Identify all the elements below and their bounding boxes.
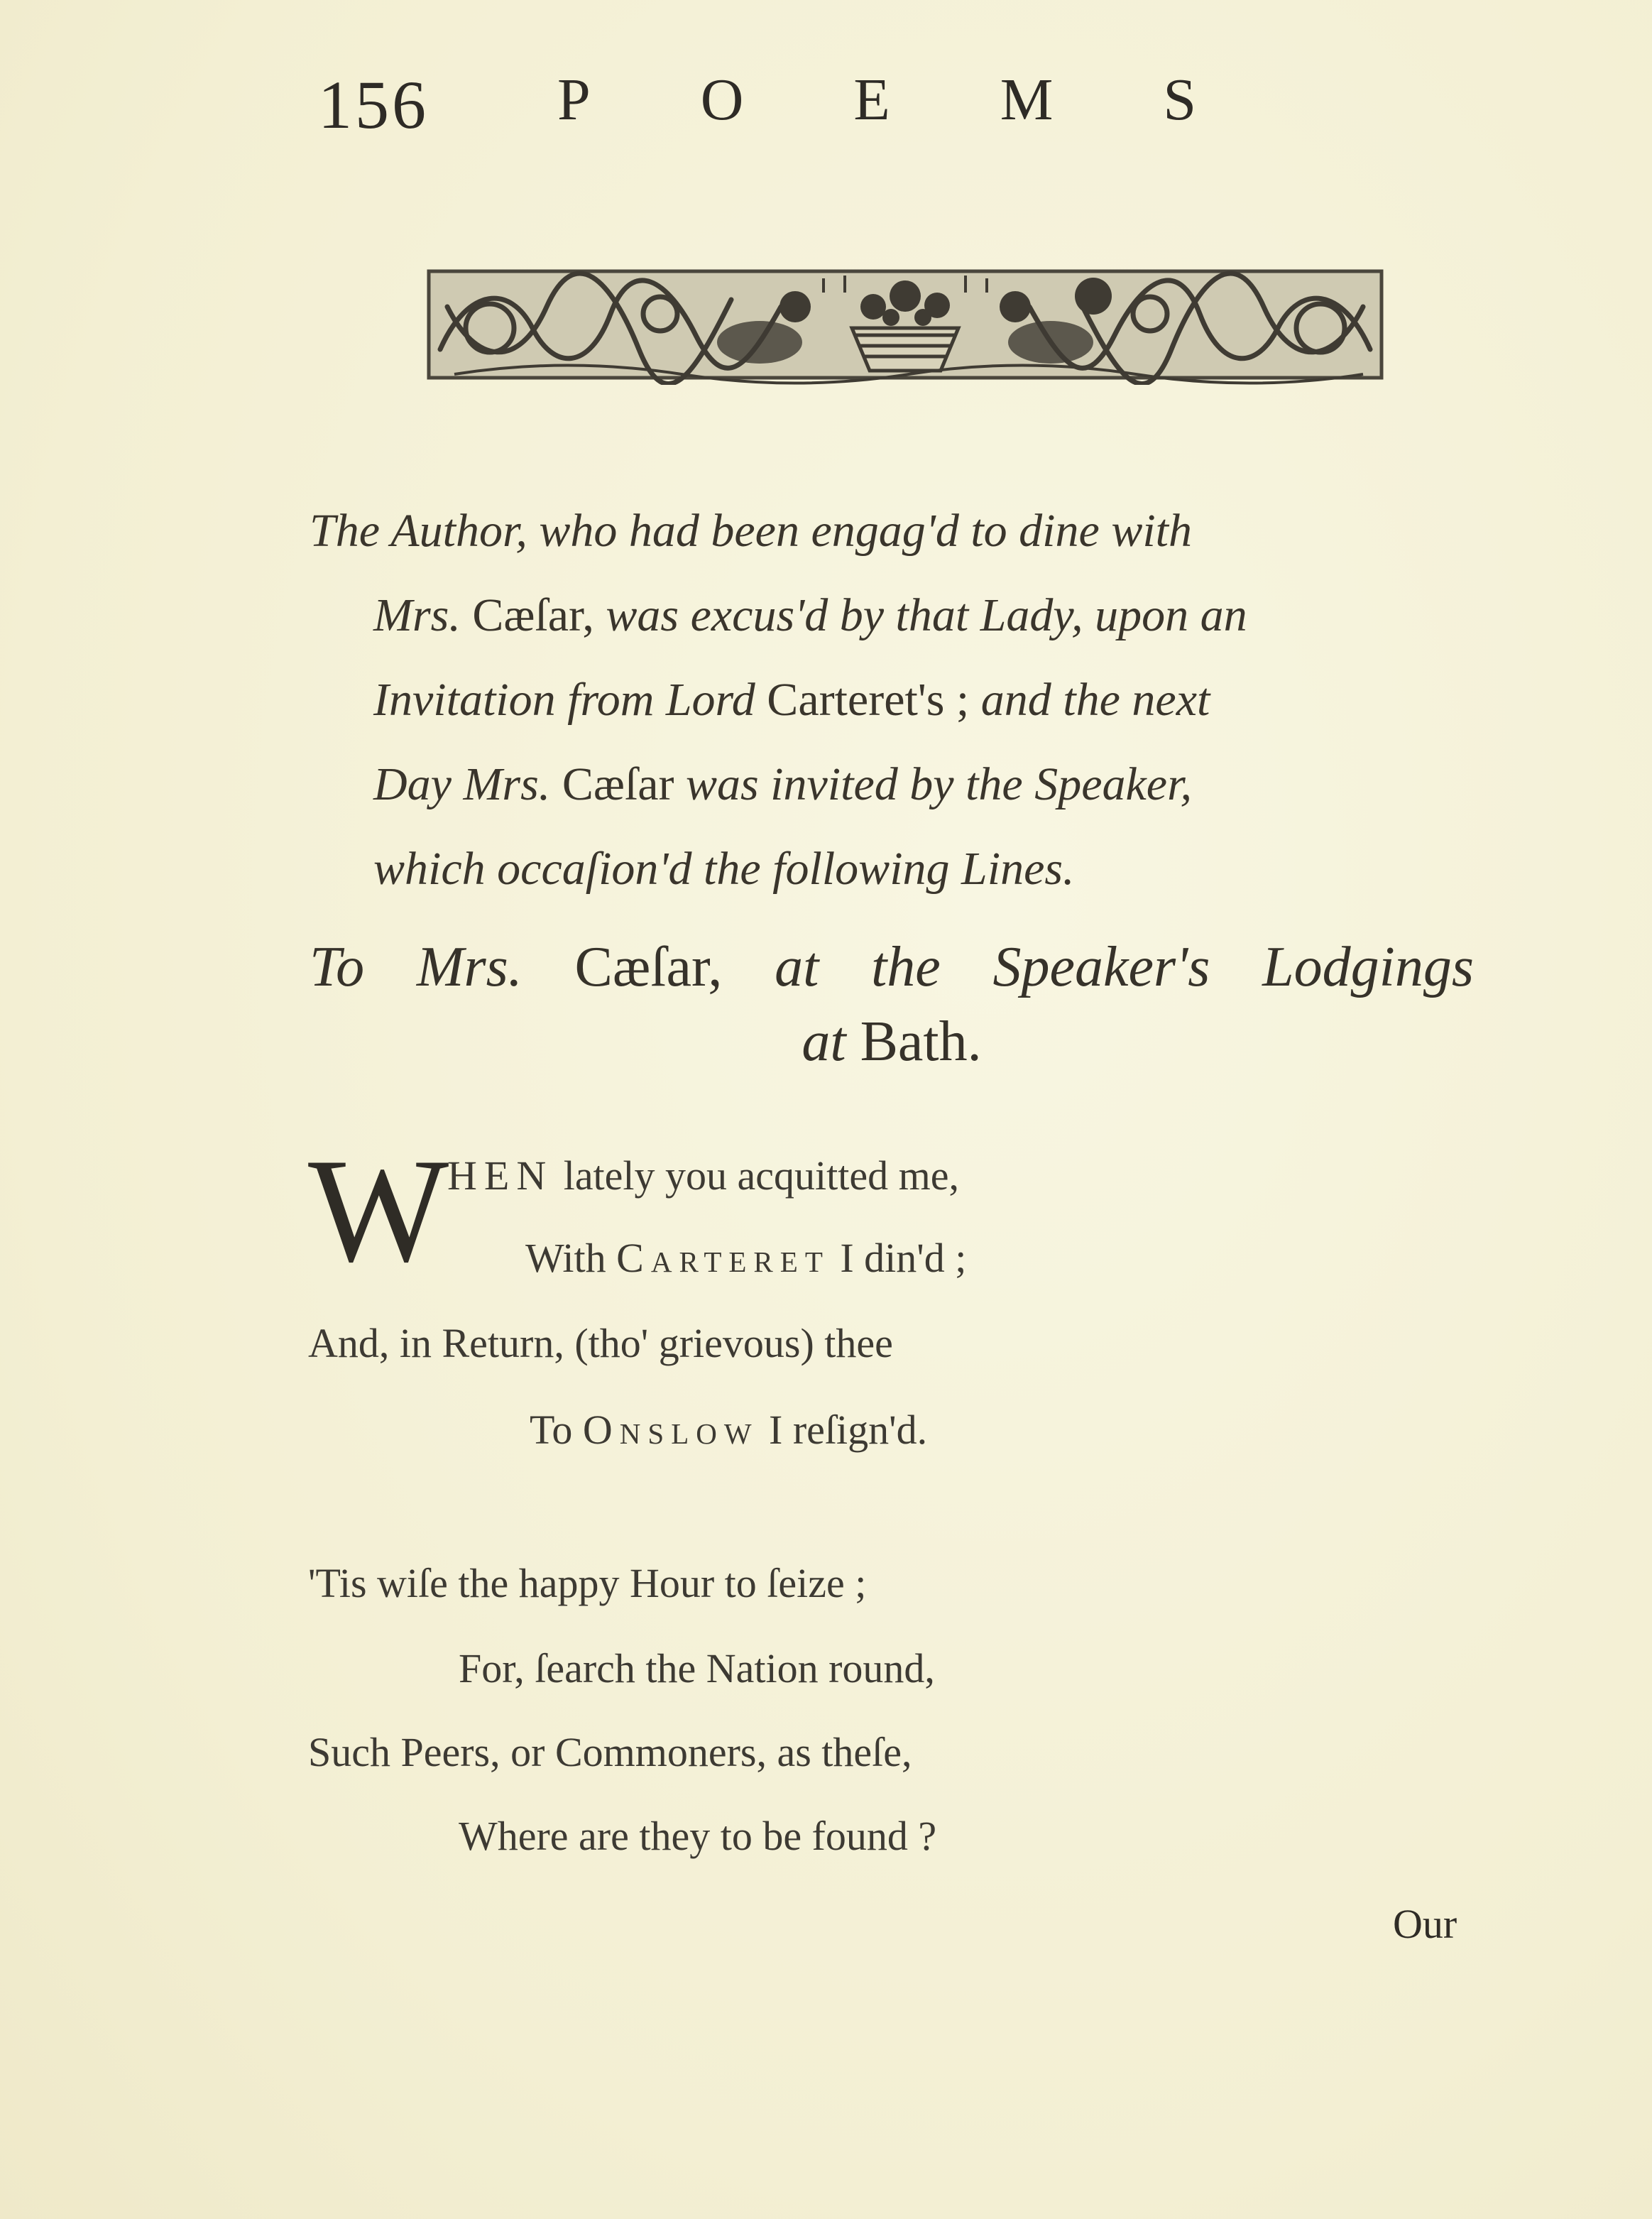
intro-line — [310, 658, 1474, 742]
intro-line — [310, 489, 1474, 573]
verse-text: Where are they to be found ? — [459, 1813, 937, 1859]
poem-title-line — [310, 1005, 1474, 1079]
verse-text: I din'd ; — [829, 1235, 967, 1281]
verse-line — [525, 1234, 966, 1282]
intro-text: Mrs. — [373, 589, 461, 641]
verse-line — [308, 1559, 866, 1607]
drop-capital: W — [308, 1128, 449, 1293]
verse-line — [459, 1812, 936, 1860]
intro-text: and the next — [980, 674, 1210, 726]
intro-text: Day Mrs. — [373, 758, 551, 810]
verse-text: I reſign'd. — [758, 1407, 928, 1453]
intro-text: The Author, who had been engag'd to dine with — [310, 505, 1193, 557]
verse-text: To — [530, 1407, 583, 1453]
verse-line — [459, 1645, 935, 1692]
verse-smallcaps: Carteret — [616, 1235, 830, 1281]
verse-text: And, in Return, (tho' grievous) thee — [308, 1320, 893, 1366]
intro-text: was invited by the Speaker, — [685, 758, 1192, 810]
verse-line — [308, 1319, 893, 1367]
intro-punct: ; — [944, 674, 981, 726]
verse-text: Such Peers, or Commoners, as theſe, — [308, 1729, 912, 1775]
introductory-note — [310, 489, 1474, 911]
verse-smallcaps: Onslow — [582, 1407, 759, 1453]
intro-name: Cæſar — [550, 758, 686, 810]
verse-text: For, ſearch the Nation round, — [459, 1645, 935, 1691]
catchword: Our — [1393, 1901, 1457, 1947]
intro-text: was excus'd by that Lady, upon an — [606, 589, 1247, 641]
title-text: at — [802, 1010, 846, 1073]
poem-title-line — [310, 930, 1474, 1005]
intro-text: which occaſion'd the following Lines. — [373, 843, 1075, 895]
verse-text: lately you acquitted me, — [553, 1152, 959, 1199]
page-number: 156 — [318, 67, 429, 143]
running-title: POEMS — [557, 67, 1307, 133]
title-place: Bath. — [846, 1010, 982, 1073]
intro-line — [310, 573, 1474, 658]
verse-line — [308, 1728, 912, 1776]
title-name: Cæſar, — [522, 936, 775, 998]
poem-title — [310, 930, 1474, 1079]
verse-text: With — [525, 1235, 617, 1281]
verse-line — [447, 1152, 959, 1199]
verse-text: 'Tis wiſe the happy Hour to ſeize ; — [308, 1560, 867, 1606]
verse-smallcaps: HEN — [447, 1152, 554, 1199]
intro-name: Carteret's — [767, 674, 945, 726]
floral-headpiece-icon — [426, 264, 1384, 385]
intro-text: Invitation from Lord — [373, 674, 767, 726]
intro-line — [310, 742, 1474, 827]
title-text: at the Speaker's Lodgings — [775, 936, 1474, 998]
title-text: To Mrs. — [310, 936, 523, 998]
verse-line — [530, 1406, 927, 1454]
intro-line — [310, 827, 1474, 911]
intro-name: Cæſar, — [460, 589, 606, 641]
